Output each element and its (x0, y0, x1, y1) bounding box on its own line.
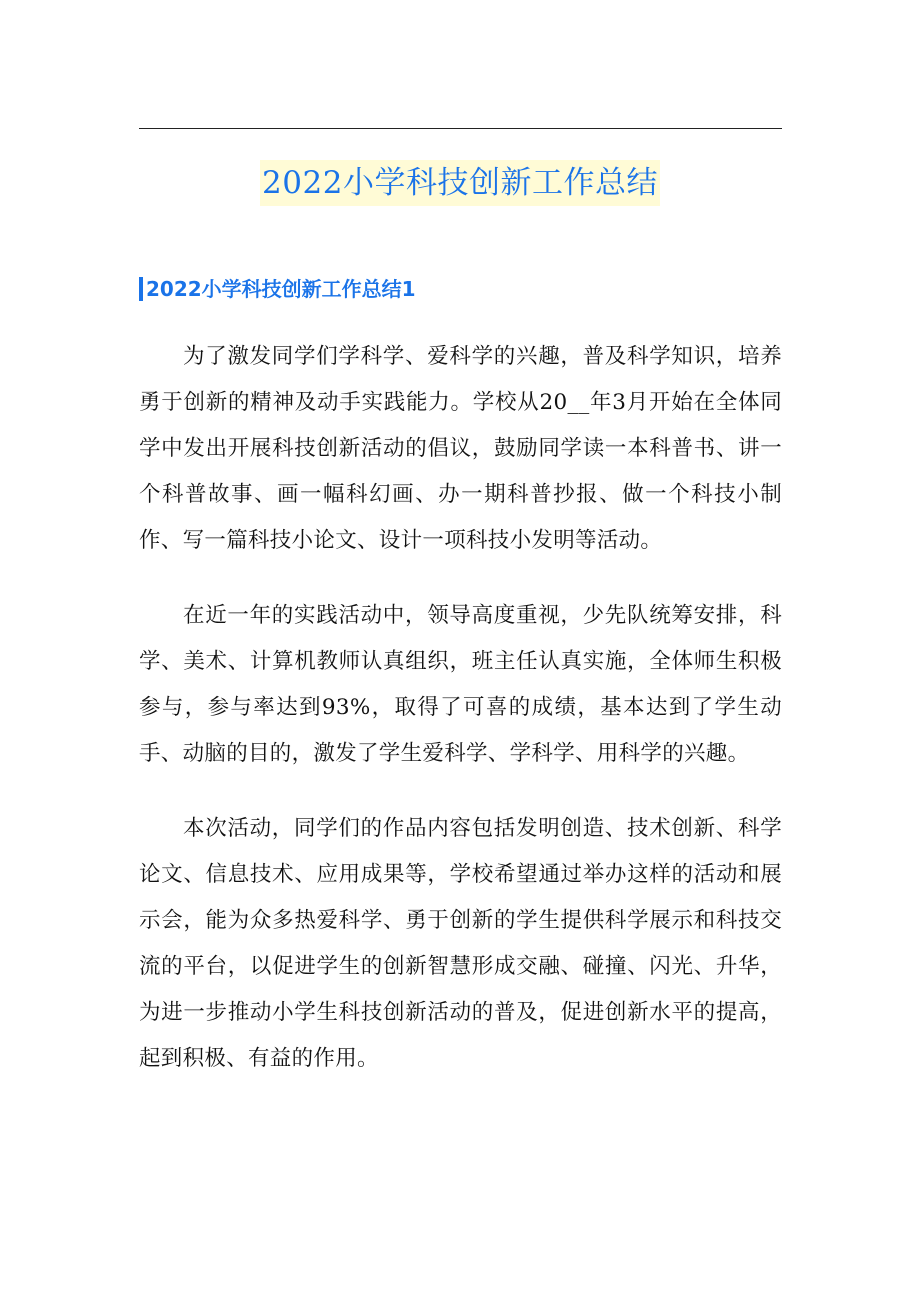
paragraph-3: 本次活动，同学们的作品内容包括发明创造、技术创新、科学论文、信息技术、应用成果等，学校希望通过举办这样的活动和展示会，能为众多热爱科学、勇于创新的学生提供科学展示和科技交流的平台，以促进学生的创新智慧形成交融、碰撞、闪光、升华，为进一步推动小学生科技创新活动的普及，促进创新水平的提高，起到积极、有益的作用。 (139, 816, 782, 1071)
paragraph-2: 在近一年的实践活动中，领导高度重视，少先队统筹安排，科学、美术、计算机教师认真组织，班主任认真实施，全体师生积极参与，参与率达到93%，取得了可喜的成绩，基本达到了学生动手、动脑的目的，激发了学生爱科学、学科学、用科学的兴趣。 (139, 603, 782, 766)
section-heading (139, 274, 416, 304)
document-body (139, 334, 782, 1111)
document-title-text: 2022小学科技创新工作总结 (260, 160, 660, 206)
section-heading-text: 2022小学科技创新工作总结1 (146, 277, 416, 301)
header-rule (139, 128, 782, 129)
document-title (0, 160, 920, 206)
paragraph-1: 为了激发同学们学科学、爱科学的兴趣，普及科学知识，培养勇于创新的精神及动手实践能力。学校从20__年3月开始在全体同学中发出开展科技创新活动的倡议，鼓励同学读一本科普书、讲一个科普故事、画一幅科幻画、办一期科普抄报、做一个科技小制作、写一篇科技小论文、设计一项科技小发明等活动。 (139, 344, 782, 553)
section-marker-bar (139, 277, 143, 301)
